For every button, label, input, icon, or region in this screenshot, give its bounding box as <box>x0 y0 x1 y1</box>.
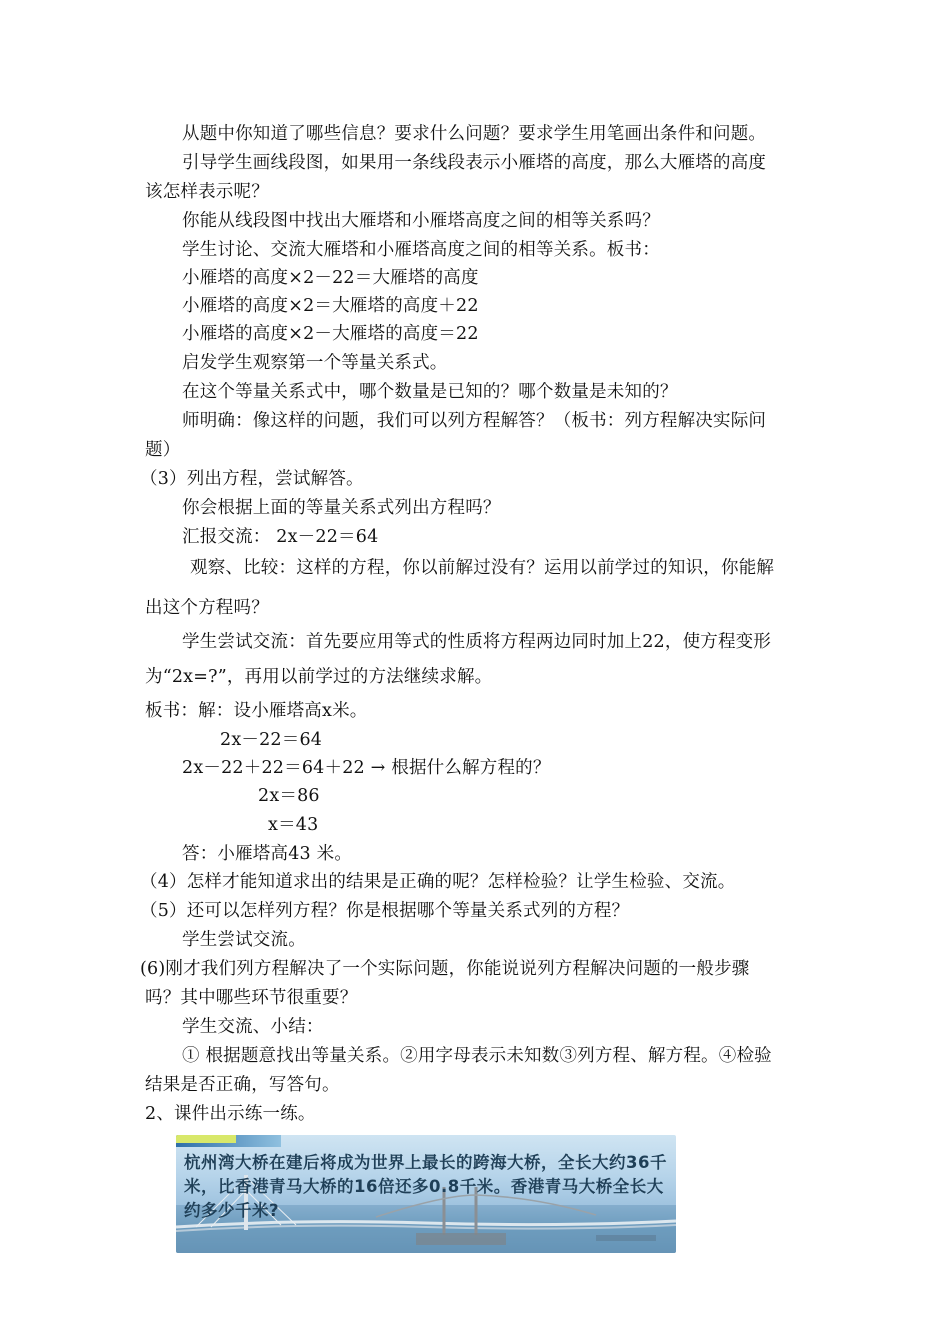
text-line: 从题中你知道了哪些信息？要求什么问题？要求学生用笔画出条件和问题。 <box>182 124 767 144</box>
equation-line: 小雁塔的高度×2＝大雁塔的高度＋22 <box>182 296 479 316</box>
text-line: 板书：解：设小雁塔高x米。 <box>145 701 368 721</box>
equation-line: 小雁塔的高度×2－22＝大雁塔的高度 <box>182 268 479 288</box>
section-heading: (6)刚才我们列方程解决了一个实际问题，你能说说列方程解决问题的一般步骤 <box>140 959 750 979</box>
section-heading: （3）列出方程，尝试解答。 <box>140 469 364 489</box>
text-line: 在这个等量关系式中，哪个数量是已知的？哪个数量是未知的？ <box>182 382 678 402</box>
text-line: 为“2x=?”，再用以前学过的方法继续求解。 <box>145 667 493 687</box>
text-line: 引导学生画线段图，如果用一条线段表示小雁塔的高度，那么大雁塔的高度 <box>182 153 767 173</box>
equation-line: 2x－22＋22＝64＋22 → 根据什么解方程的？ <box>182 758 551 778</box>
text-line: 结果是否正确，写答句。 <box>145 1075 340 1095</box>
text-line: 学生尝试交流：首先要应用等式的性质将方程两边同时加上22，使方程变形 <box>182 632 772 652</box>
equation-line: 小雁塔的高度×2－大雁塔的高度＝22 <box>182 324 479 344</box>
text-line: 你能从线段图中找出大雁塔和小雁塔高度之间的相等关系吗？ <box>182 211 660 231</box>
equation-line: 2x＝86 <box>258 786 320 806</box>
text-line: ① 根据题意找出等量关系。②用字母表示未知数③列方程、解方程。④检验 <box>182 1046 772 1066</box>
text-line: 题） <box>145 440 181 460</box>
text-line: 观察、比较：这样的方程，你以前解过没有？运用以前学过的知识，你能解 <box>190 558 775 578</box>
text-line: 学生讨论、交流大雁塔和小雁塔高度之间的相等关系。板书： <box>182 240 660 260</box>
text-line: 学生交流、小结： <box>182 1017 324 1037</box>
text-line: 汇报交流： 2x－22＝64 <box>182 527 379 547</box>
section-heading: 2、课件出示练一练。 <box>145 1104 316 1124</box>
bridge-exercise-image <box>176 1135 676 1253</box>
text-line: 该怎样表示呢？ <box>145 182 269 202</box>
text-line: 师明确：像这样的问题，我们可以列方程解答？（板书：列方程解决实际问 <box>182 411 767 431</box>
text-line: 出这个方程吗？ <box>145 598 269 618</box>
section-heading: （5）还可以怎样列方程？你是根据哪个等量关系式列的方程？ <box>140 901 630 921</box>
equation-line: 2x－22＝64 <box>220 730 323 750</box>
exercise-problem-text: 杭州湾大桥在建后将成为世界上最长的跨海大桥，全长大约36千米，比香港青马大桥的16倍还多0.8千米。香港青马大桥全长大约多少千米? <box>184 1153 667 1220</box>
text-line: 你会根据上面的等量关系式列出方程吗？ <box>182 498 501 518</box>
text-line: 启发学生观察第一个等量关系式。 <box>182 353 448 373</box>
text-line: 学生尝试交流。 <box>182 930 306 950</box>
equation-line: x＝43 <box>268 815 319 835</box>
text-line: 吗？其中哪些环节很重要？ <box>145 988 358 1008</box>
section-heading: （4）怎样才能知道求出的结果是正确的呢？怎样检验？让学生检验、交流。 <box>140 872 736 892</box>
answer-line: 答：小雁塔高43 米。 <box>182 844 353 864</box>
